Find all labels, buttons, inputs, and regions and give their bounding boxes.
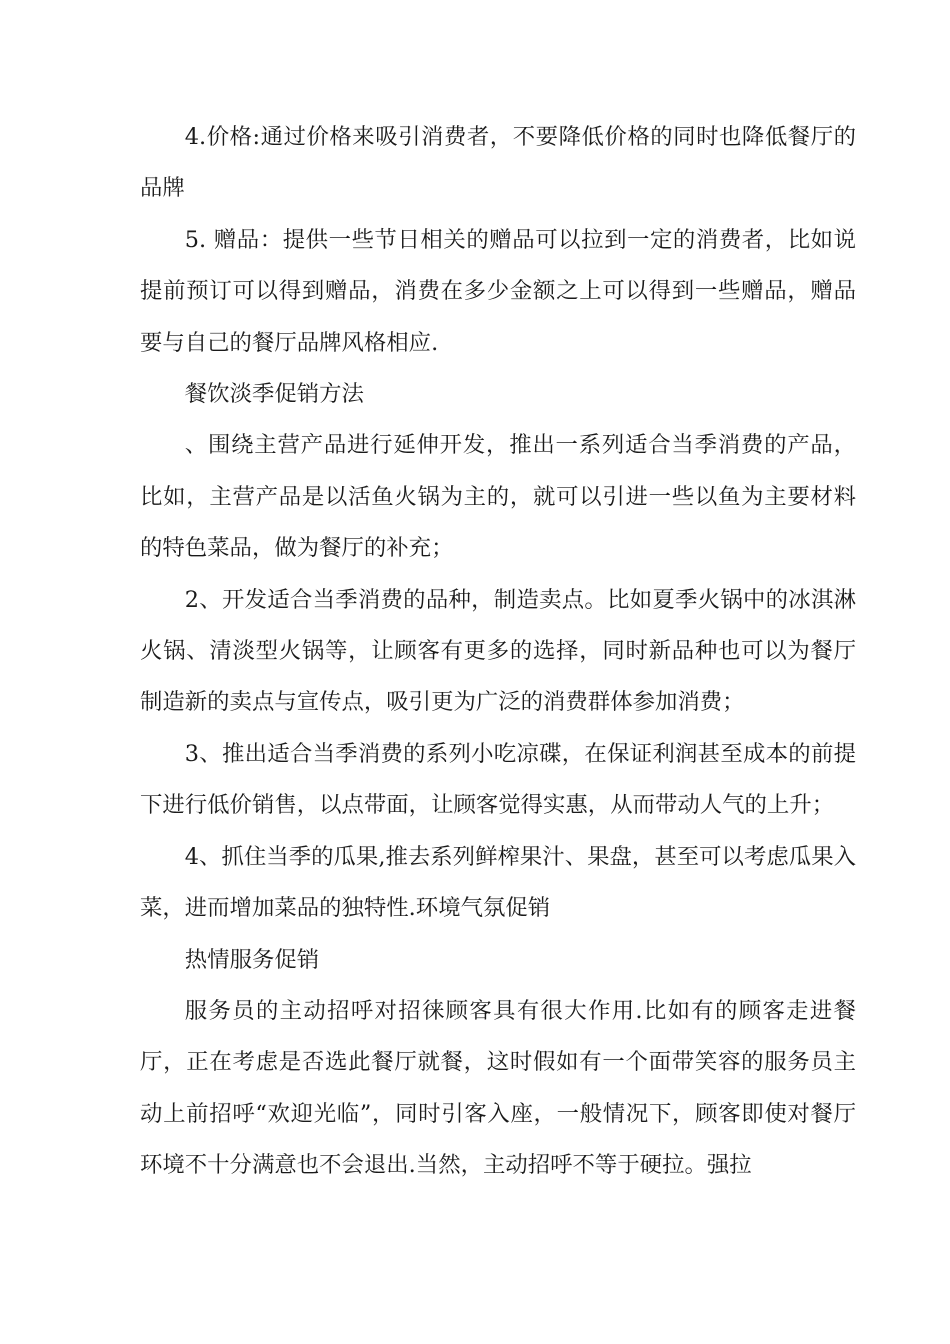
paragraph-seasonal-varieties: 2、开发适合当季消费的品种，制造卖点。比如夏季火锅中的冰淇淋火锅、清淡型火锅等，让顾客有更多的选择，同时新品种也可以为餐厅制造新的卖点与宣传点，吸引更为广泛的消费群体参加消费； xyxy=(140,586,856,716)
document-body xyxy=(140,112,856,1192)
paragraph-greeting-service: 服务员的主动招呼对招徕顾客具有很大作用.比如有的顾客走进餐厅，正在考虑是否选此餐厅就餐，这时假如有一个面带笑容的服务员主动上前招呼“欢迎光临”，同时引客入座，一般情况下，顾客即使对餐厅环境不十分满意也不会退出.当然，主动招呼不等于硬拉。强拉 xyxy=(140,997,856,1179)
paragraph-main-product-extension: 、围绕主营产品进行延伸开发，推出一系列适合当季消费的产品，比如，主营产品是以活鱼火锅为主的，就可以引进一些以鱼为主要材料的特色菜品，做为餐厅的补充； xyxy=(140,432,856,562)
paragraph-snacks-cold-dishes: 3、推出适合当季消费的系列小吃凉碟，在保证利润甚至成本的前提下进行低价销售，以点带面，让顾客觉得实惠，从而带动人气的上升； xyxy=(140,740,856,819)
section-heading-off-season: 餐饮淡季促销方法 xyxy=(184,381,364,408)
paragraph-seasonal-fruits: 4、抓住当季的瓜果,推去系列鲜榨果汁、果盘，甚至可以考虑瓜果入菜，进而增加菜品的独特性.环境气氛促销 xyxy=(140,843,856,922)
section-heading-service: 热情服务促销 xyxy=(184,946,320,973)
paragraph-gifts: 5. 赠品：提供一些节日相关的赠品可以拉到一定的消费者，比如说提前预订可以得到赠品，消费在多少金额之上可以得到一些赠品，赠品要与自己的餐厅品牌风格相应. xyxy=(140,226,856,356)
paragraph-price: 4.价格:通过价格来吸引消费者，不要降低价格的同时也降低餐厅的品牌 xyxy=(140,124,856,202)
